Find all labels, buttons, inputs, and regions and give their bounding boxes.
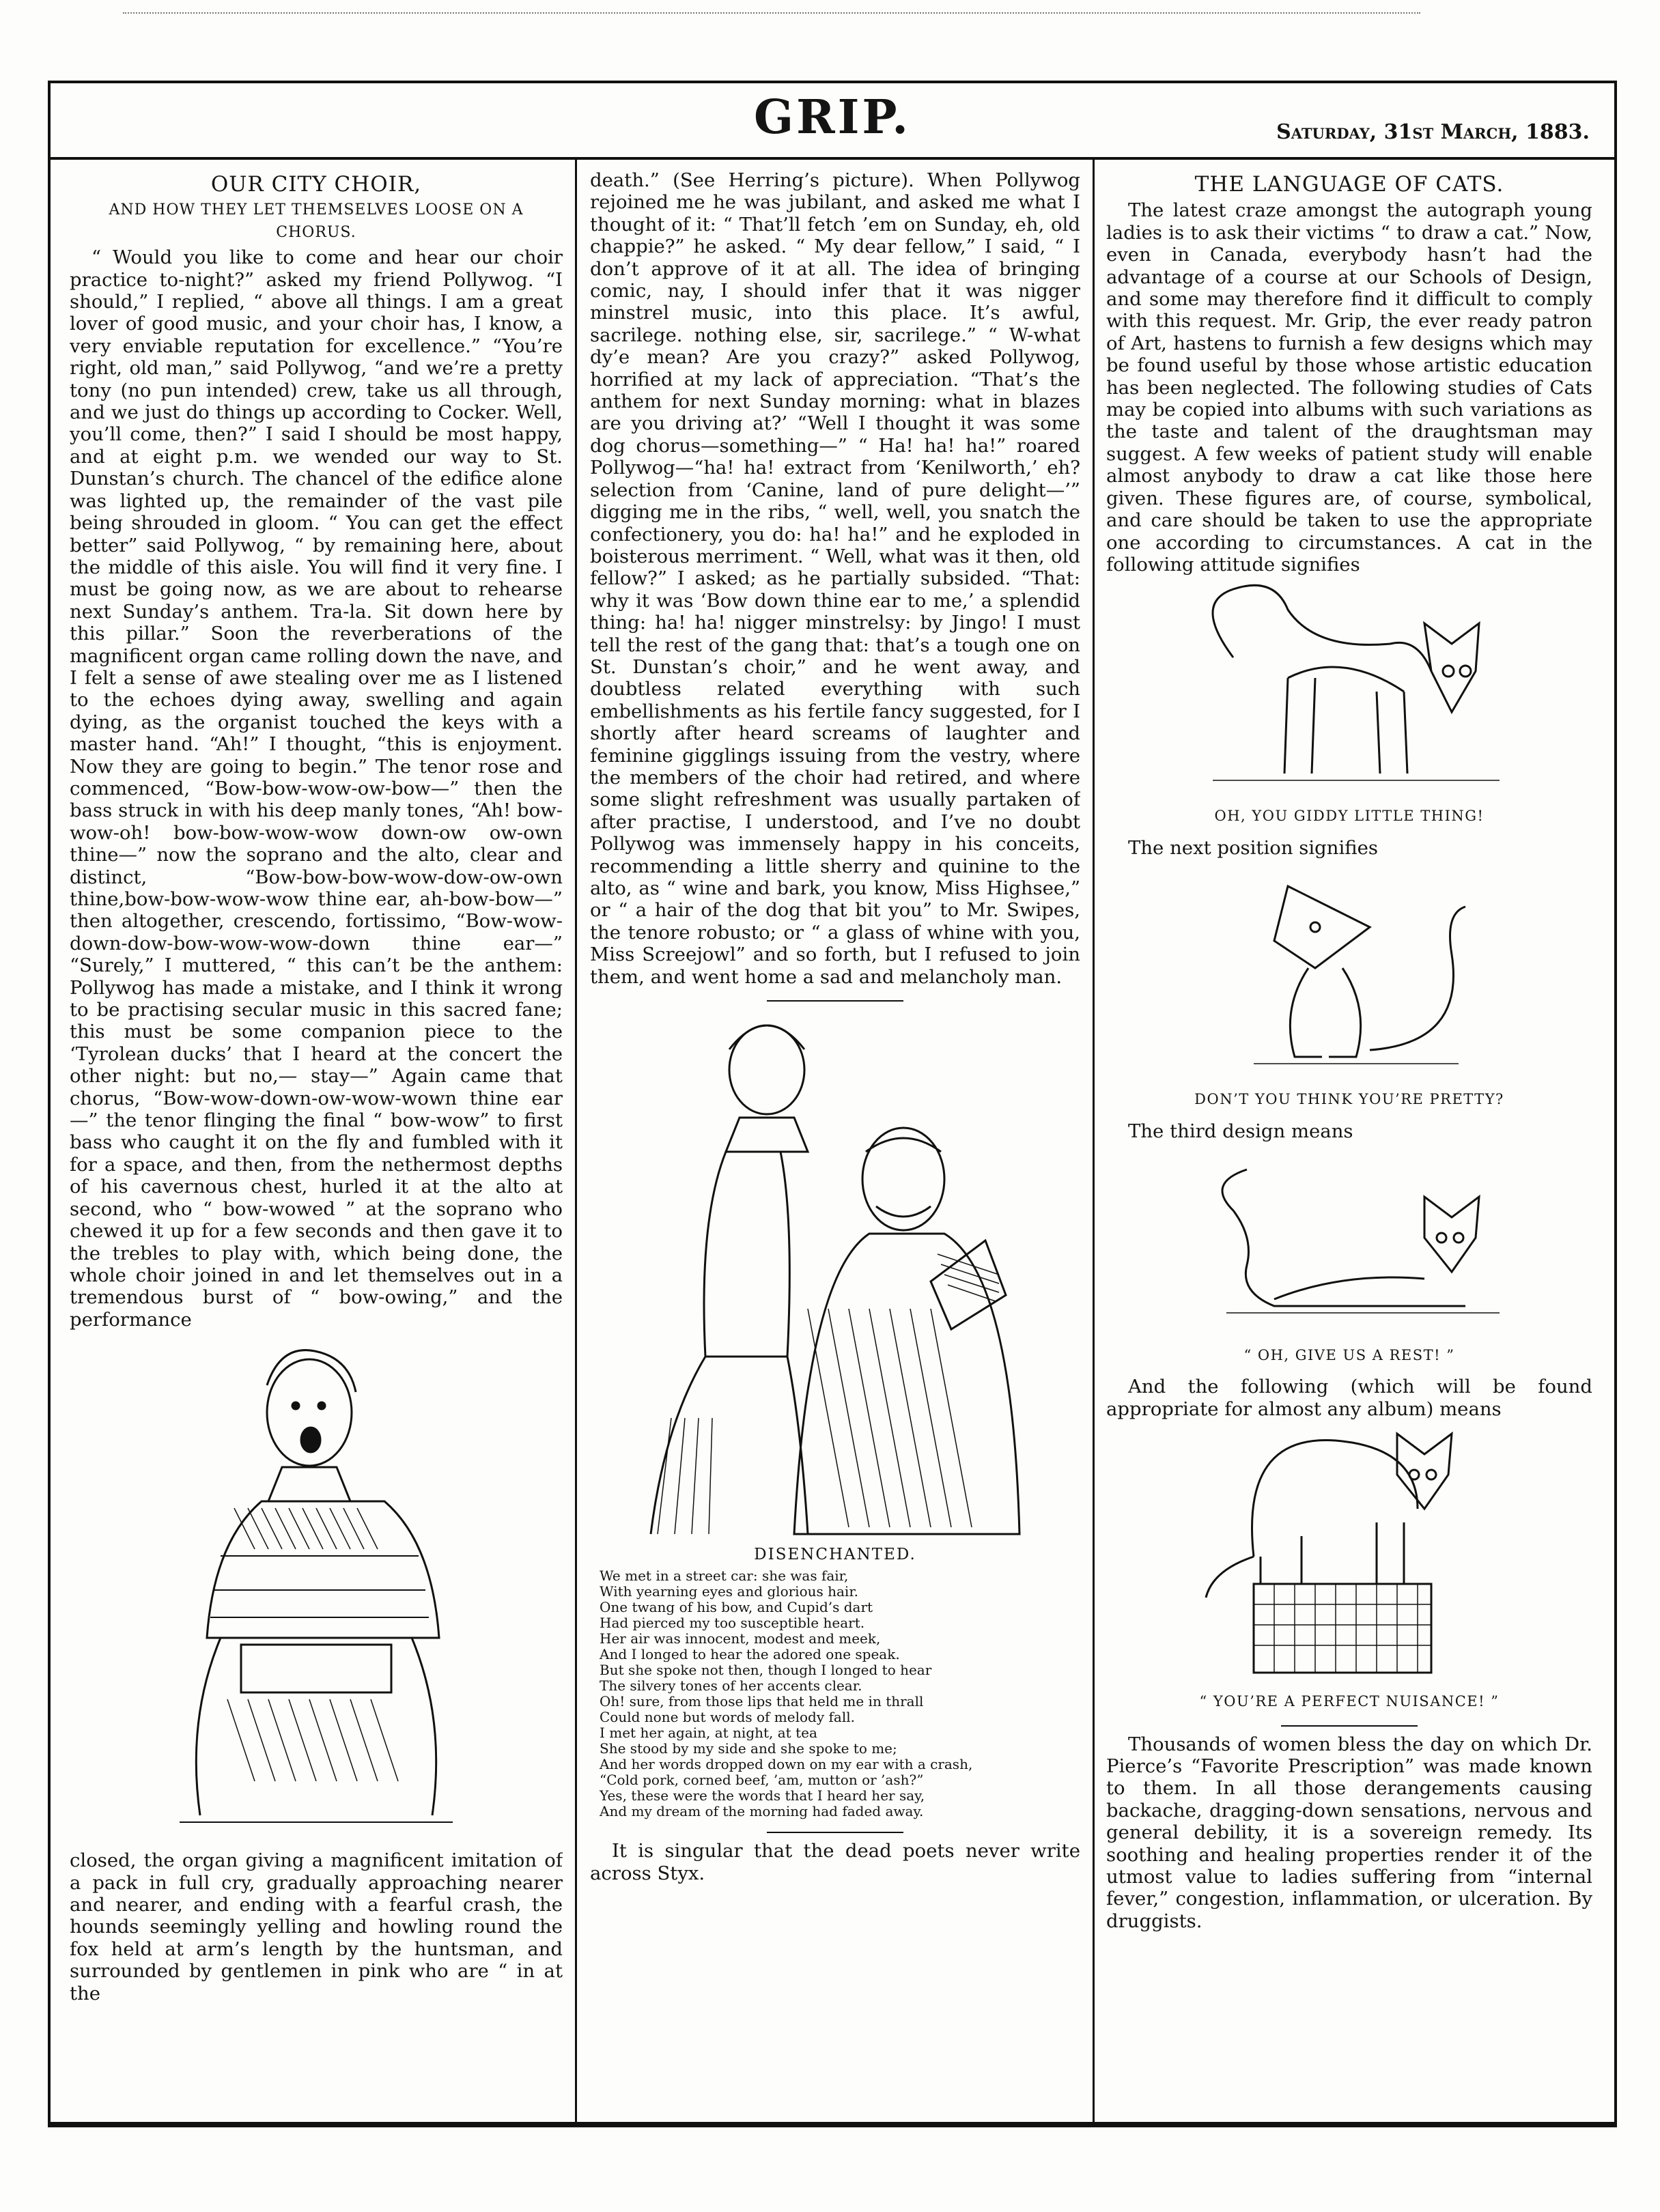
article-paragraph: The next position signifies (1128, 836, 1379, 859)
poem-line: Oh! sure, from those lips that held me in thrall (600, 1693, 924, 1710)
scan-artifact (123, 12, 1420, 18)
poem-line: With yearning eyes and glorious hair. (600, 1583, 859, 1600)
column-cats (1106, 169, 1592, 2095)
cat-arched-illustration (1172, 576, 1527, 801)
cat-caption: DON’T YOU THINK YOU’RE PRETTY? (1194, 1091, 1504, 1108)
cat-caption: “ OH, GIVE US A REST! ” (1243, 1346, 1455, 1363)
article-subtitle: AND HOW THEY LET THEMSELVES LOOSE ON A CHORUS. (109, 201, 524, 241)
poem-line: And her words dropped down on my ear with a crash, (600, 1756, 973, 1773)
article-paragraph: death.” (See Herring’s picture). When Pollywog rejoined me he was jubilant, and asked me what I thought of it: “ That’ll fetch ’em on Sunday, eh, old chappie?” he asked. “ My dear fellow,” I said, “ I don’t approve of it at all. The idea of bringing comic, nay, I should infer that it was nigger minstrel music, into this place. It’s awful, sacrilege. nothing else, sir, sacrilege.” “ W-what dy’e mean? Are you crazy?” asked Pollywog, horrified at my lack of appreciation. “That’s the anthem for next Sunday morning: what in blazes are you driving at?’ “Well I thought it was some dog chorus—something—” “ Ha! ha! ha!” roared Pollywog—“ha! ha! extract from ‘Kenilworth,’ eh? selection from ‘Canine, land of pure delight—’” digging me in the ribs, “ well, well, you snatch the confectionery, you do: ha! ha!” and he exploded in boisterous merriment. “ Well, what was it then, old fellow?” I asked; as he partially subsided. “That: why it was ‘Bow down thine ear to me,’ a splendid thing: ha! ha! nigger minstrelsy: by Jingo! I must tell the rest of the gang that: that’s a tough one on St. Dunstan’s choir,” and he went away, and doubtless related everything with such embellishments as his fertile fancy suggested, for I shortly after heard screams of laughter and feminine gigglings issuing from the vestry, where the members of the choir had retired, and where some slight refreshment was usually partaken of after practise, I understood, and I’ve no doubt Pollywog was immensely happy in his conceits, recommending a little sherry and quinine to the alto, as “ wine and bark, you know, Miss Highsee,” or “ a hair of the dog that bit you” to Mr. Swipes, the tenore robusto; or “ a glass of whine with you, Miss Screejowl” and so forth, but I refused to join them, and went home a sad and melancholy man. (590, 169, 1080, 988)
bottom-rule (48, 2125, 1617, 2127)
advertisement-paragraph: Thousands of women bless the day on which Dr. Pierce’s “Favorite Prescription” was made known to them. In all those derangements causing backache, dragging-down sensations, nervous and general debility, it is a sovereign remedy. Its soothing and healing properties render it of the utmost value to ladies suffering from “internal fever,” congestion, inflammation, or ulceration. By druggists. (1106, 1733, 1592, 1932)
column-choir-continued (590, 169, 1080, 2095)
column-rule (575, 157, 577, 2122)
poem-line: The silvery tones of her accents clear. (600, 1677, 862, 1695)
poem-line: We met in a street car: she was fair, (600, 1568, 849, 1585)
cat-caption: OH, YOU GIDDY LITTLE THING! (1214, 808, 1485, 825)
separator (1281, 1725, 1418, 1727)
poem-line: Her air was innocent, modest and meek, (600, 1630, 881, 1647)
poem-line: One twang of his bow, and Cupid’s dart (600, 1599, 873, 1616)
page-frame (48, 81, 1617, 2125)
separator (767, 1832, 903, 1833)
cat-on-basket-illustration (1172, 1420, 1527, 1686)
poem-line: Had pierced my too susceptible heart. (600, 1615, 865, 1632)
cat-lying-illustration (1172, 1142, 1527, 1340)
singer-illustration (139, 1331, 494, 1849)
poem-line: And my dream of the morning had faded away. (600, 1803, 924, 1820)
article-paragraph: closed, the organ giving a magnificent imitation of a pack in full cry, gradually approaching nearer and nearer, and ending with a fearful crash, the hounds seemingly yelling and howling round the fox held at arm’s length by the huntsman, and surrounded by gentlemen in pink who are “ in at the (70, 1849, 563, 2004)
poem-line: Yes, these were the words that I heard her say, (600, 1787, 925, 1804)
article-title: OUR CITY CHOIR, (210, 172, 422, 197)
dateline: Saturday, 31st March, 1883. (1276, 120, 1590, 144)
poem-title: DISENCHANTED. (754, 1546, 916, 1564)
poem-line: “Cold pork, corned beef, ’am, mutton or ’ash?” (600, 1772, 924, 1789)
poem-line: Could none but words of melody fall. (600, 1709, 855, 1726)
header (51, 83, 1614, 160)
cat-caption: “ YOU’RE A PERFECT NUISANCE! ” (1199, 1693, 1500, 1710)
cat-sitting-illustration (1172, 859, 1527, 1084)
poem-line: She stood by my side and she spoke to me; (600, 1740, 897, 1757)
article-paragraph: The third design means (1128, 1120, 1353, 1142)
disenchanted-illustration (630, 1008, 1040, 1541)
separator (767, 1000, 903, 1002)
article-title: THE LANGUAGE OF CATS. (1194, 172, 1504, 197)
poem-line: But she spoke not then, though I longed to hear (600, 1662, 932, 1679)
article-paragraph: And the following (which will be found appropriate for almost any album) means (1106, 1376, 1592, 1420)
article-paragraph: The latest craze amongst the autograph young ladies is to ask their victims “ to draw a cat.” Now, even in Canada, everybody hasn’t had the advantage of a course at our Schools of Design, and some may therefore find it difficult to comply with this request. Mr. Grip, the ever ready patron of Art, hastens to furnish a few designs which may be found useful by those whose artistic education has been neglected. The following studies of Cats may be copied into albums with such variations as the taste and talent of the draughtsman may suggest. A few weeks of patient study will enable almost anybody to draw a cat like those here given. These figures are, of course, symbolical, and care should be taken to use the appropriate one according to circumstances. A cat in the following attitude signifies (1106, 199, 1592, 576)
poem (600, 1568, 1080, 1819)
filler-paragraph: It is singular that the dead poets never write across Styx. (590, 1840, 1080, 1884)
masthead: GRIP. (754, 90, 911, 145)
poem-line: I met her again, at night, at tea (600, 1725, 817, 1742)
column-choir (70, 169, 563, 2095)
poem-line: And I longed to hear the adored one speak. (600, 1646, 900, 1663)
column-rule (1093, 157, 1095, 2122)
article-paragraph: “ Would you like to come and hear our choir practice to-night?” asked my friend Pollywog. “I should,” I replied, “ above all things. I am a great lover of good music, and your choir has, I know, a very enviable reputation for excellence.” “You’re right, old man,” said Pollywog, “and we’re a pretty tony (no pun intended) crew, take us all through, and we just do things up according to Cocker. Well, you’ll come, then?” I said I should be most happy, and at eight p.m. we wended our way to St. Dunstan’s church. The chancel of the edifice alone was lighted up, the remainder of the vast pile being shrouded in gloom. “ You can get the effect better” said Pollywog, “ by remaining here, about the middle of this aisle. You will find it very fine. I must be going now, as we are about to rehearse next Sunday’s anthem. Tra-la. Sit down here by this pillar.” Soon the reverberations of the magnificent organ came rolling down the nave, and I felt a sense of awe stealing over me as I listened to the echoes dying away, swelling and again dying, as the organist touched the keys with a master hand. “Ah!” I thought, “this is enjoyment. Now they are going to begin.” The tenor rose and commenced, “Bow-bow-wow-ow-bow—” then the bass struck in with his deep manly tones, “Ah! bow-wow-oh! bow-bow-wow-wow down-ow ow-own thine—” now the soprano and the alto, clear and distinct, “Bow-bow-bow-wow-dow-ow-own thine,bow-bow-wow-wow thine ear, ah-bow-bow—” then altogether, crescendo, fortissimo, “Bow-wow-down-dow-bow-wow-wow-down thine ear—” “Surely,” I muttered, “ this can’t be the anthem: Pollywog has made a mistake, and I think it wrong to be practising secular music in this sacred fane; this must be some companion piece to the ‘Tyrolean ducks’ that I heard at the concert the other night: but no,— stay—” Again came that chorus, “Bow-wow-down-ow-wow-wown thine ear—” the tenor flinging the final “ bow-wow” to first bass who caught it on the fly and fumbled with it for a space, and then, from the nethermost depths of his cavernous chest, hurled it at the alto at second, who “ bow-wowed ” at the soprano who chewed it up for a few seconds and then gave it to the trebles to play with, which being done, the whole choir joined in and let themselves out in a tremendous burst of “ bow-owing,” and the performance (70, 246, 563, 1331)
